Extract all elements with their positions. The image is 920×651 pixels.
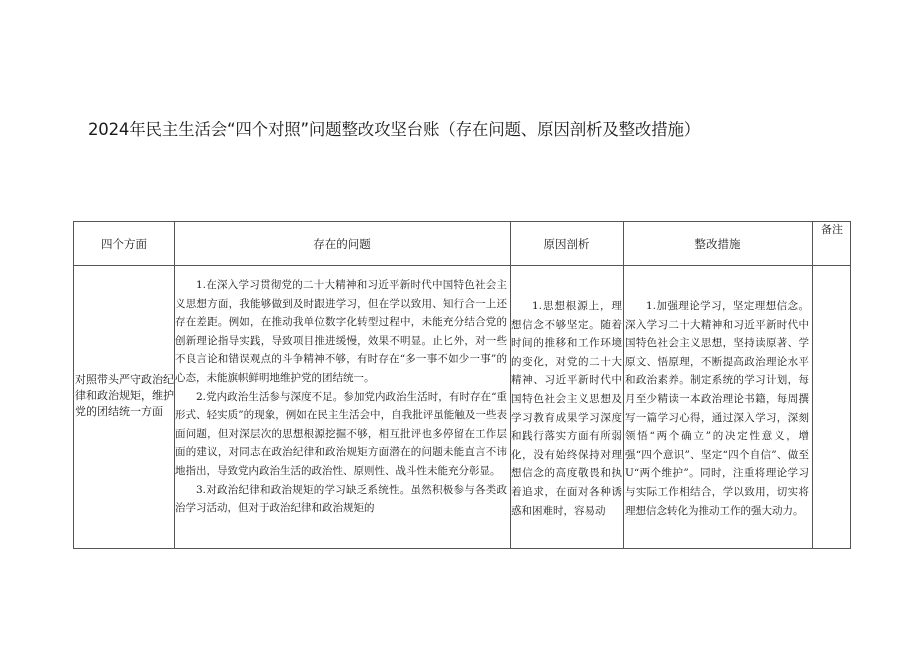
problem-cell xyxy=(175,276,507,518)
aspect-cell: 对照带头严守政治纪律和政治规矩，维护党的团结统一方面 xyxy=(75,373,174,418)
rectification-table xyxy=(73,221,851,549)
header-divider xyxy=(74,265,850,266)
column-divider xyxy=(623,222,624,548)
measure-text: 1.加强理论学习，坚定理想信念。深入学习二十大精神和习近平新时代中国特色社会主义思想，坚持读原著、学原文、悟原理，不断提高政治理论水平和政治素养。制定系统的学习计划，每月至少精读一本政治理论书籍，每周撰写一篇学习心得，通过深入学习，深刻领悟“两个确立”的决定性意义，增强“四个意识”、坚定“四个自信”、做至U“两个维护”。同时，注重将理论学习与实际工作相结合，学以致用，切实将理想信念转化为推动工作的强大动力。 xyxy=(625,300,809,517)
cause-text: 1.思想根源上，理想信念不够坚定。随着时间的推移和工作环境的变化，对党的二十大精神、习近平新时代中国特色社会主义思想及学习教育成果学习深度和践行落实方面有所弱化，没有始终保持对理想信念的高度敬畏和执着追求，在面对各种诱惑和困难时，容易动 xyxy=(511,300,622,517)
measure-cell xyxy=(625,297,809,520)
header-measure: 整改措施 xyxy=(694,236,741,251)
column-divider xyxy=(812,222,813,548)
header-problem: 存在的问题 xyxy=(313,236,371,251)
header-aspect: 四个方面 xyxy=(101,236,147,251)
header-note: 备注 xyxy=(821,223,843,236)
document-title: 2024年民主生活会“四个对照”问题整改攻坚台账（存在问题、原因剖析及整改措施） xyxy=(88,120,701,139)
problem-item: 3.对政治纪律和政治规矩的学习缺乏系统性。虽然积极参与各类政治学习活动，但对于政治纪律和政治规矩的 xyxy=(175,483,507,515)
cause-cell xyxy=(511,297,622,520)
problem-item: 1.在深入学习贯彻党的二十大精神和习近平新时代中国特色社会主义思想方面，我能够做到及时跟进学习，但在学以致用、知行合一上还存在差距。例如，在推动我单位数字化转型过程中，未能充分结合党的创新理论指导实践，导致项目推进缓慢，效果不明显。止匕外，对一些不良言论和错误观点的斗争精神不够，有时存在“多一事不如少一事”的心态，未能旗帜鲜明地维护党的团结统一。 xyxy=(175,279,507,384)
problem-item: 2.党内政治生活参与深度不足。参加党内政治生活时，有时存在“重形式、轻实质”的现象，例如在民主生活会中，自我批评虽能触及一些表面问题，但对深层次的思想根源挖掘不够，相互批评也多停留在工作层面的建议，对同志在政治纪律和政治规矩方面潜在的问题未能直言不讳地指出，导致党内政治生活的政治性、原则性、战斗性未能充分彰显。 xyxy=(175,390,507,477)
header-cause: 原因剖析 xyxy=(543,236,590,251)
